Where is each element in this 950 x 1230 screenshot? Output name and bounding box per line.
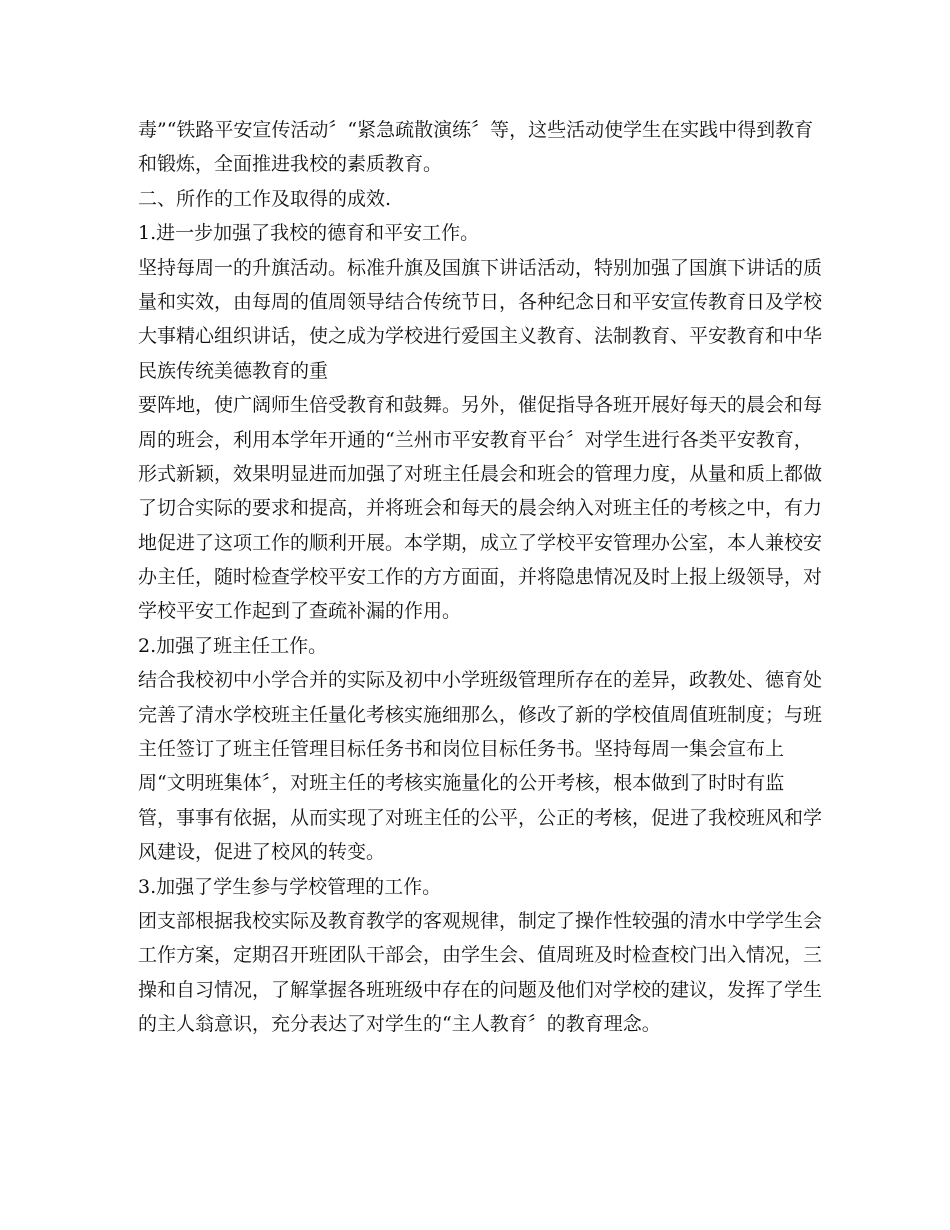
text-line: 主任签订了班主任管理目标任务书和岗位目标任务书。坚持每周一集会宣布上 — [138, 738, 785, 761]
text-line: 量和实效，由每周的值周领导结合传统节日，各种纪念日和平安宣传教育日及学校 — [138, 290, 823, 313]
heading-line: 2.加强了班主任工作。 — [138, 634, 328, 657]
text-line: 管，事事有依据，从而实现了对班主任的公平，公正的考核，促进了我校班风和学 — [138, 806, 823, 829]
text-line: 周“文明班集体〞，对班主任的考核实施量化的公开考核，根本做到了时时有监 — [138, 772, 785, 795]
text-line: 了切合实际的要求和提高，并将班会和每天的晨会纳入对班主任的考核之中，有力 — [138, 497, 823, 520]
heading-line: 3.加强了学生参与学校管理的工作。 — [138, 875, 442, 898]
subheading-moral-safety — [138, 216, 828, 250]
text-line: 周的班会，利用本学年开通的“兰州市平安教育平台〞对学生进行各类平安教育， — [138, 428, 813, 451]
subheading-class-teacher — [138, 629, 828, 663]
text-line: 办主任，随时检查学校平安工作的方方面面，并将隐患情况及时上报上级领导，对 — [138, 566, 823, 589]
heading-line: 二、所作的工作及取得的成效. — [138, 187, 392, 210]
text-line: 学校平安工作起到了查疏补漏的作用。 — [138, 600, 462, 623]
paragraph-activities-summary — [138, 113, 828, 182]
text-line: 形式新颖，效果明显进而加强了对班主任晨会和班会的管理力度，从量和质上都做 — [138, 462, 823, 485]
text-line: 和锻炼，全面推进我校的素质教育。 — [138, 153, 443, 176]
paragraph-student-participation — [138, 904, 828, 1042]
text-line: 坚持每周一的升旗活动。标准升旗及国旗下讲话活动，特别加强了国旗下讲话的质 — [138, 256, 823, 279]
text-line: 团支部根据我校实际及教育教学的客观规律，制定了操作性较强的清水中学学生会 — [138, 909, 823, 932]
text-line: 完善了清水学校班主任量化考核实施细那么，修改了新的学校值周值班制度；与班 — [138, 703, 823, 726]
heading-line: 1.进一步加强了我校的德育和平安工作。 — [138, 222, 480, 245]
text-line: 要阵地，使广阔师生倍受教育和鼓舞。另外，催促指导各班开展好每天的晨会和每 — [138, 394, 823, 417]
text-line: 工作方案，定期召开班团队干部会，由学生会、值周班及时检查校门出入情况，三 — [138, 944, 823, 967]
text-line: 风建设，促进了校风的转变。 — [138, 841, 386, 864]
document-body — [138, 113, 828, 1042]
section-heading-achievements — [138, 182, 828, 216]
text-line: 操和自习情况，了解掌握各班班级中存在的问题及他们对学校的建议，发挥了学生 — [138, 978, 823, 1001]
text-line: 的主人翁意识，充分表达了对学生的“主人教育〞的教育理念。 — [138, 1013, 661, 1036]
text-line: 大事精心组织讲话，使之成为学校进行爱国主义教育、法制教育、平安教育和中华 — [138, 325, 823, 348]
text-line: 民族传统美德教育的重 — [138, 359, 329, 382]
subheading-student-participation — [138, 870, 828, 904]
text-line: 毒”“铁路平安宣传活动〞“紧急疏散演练〞等，这些活动使学生在实践中得到教育 — [138, 119, 814, 141]
text-line: 地促进了这项工作的顺利开展。本学期，成立了学校平安管理办公室，本人兼校安 — [138, 531, 823, 554]
paragraph-moral-safety — [138, 251, 828, 629]
paragraph-class-teacher — [138, 663, 828, 869]
text-line: 结合我校初中小学合并的实际及初中小学班级管理所存在的差异，政教处、德育处 — [138, 669, 823, 692]
